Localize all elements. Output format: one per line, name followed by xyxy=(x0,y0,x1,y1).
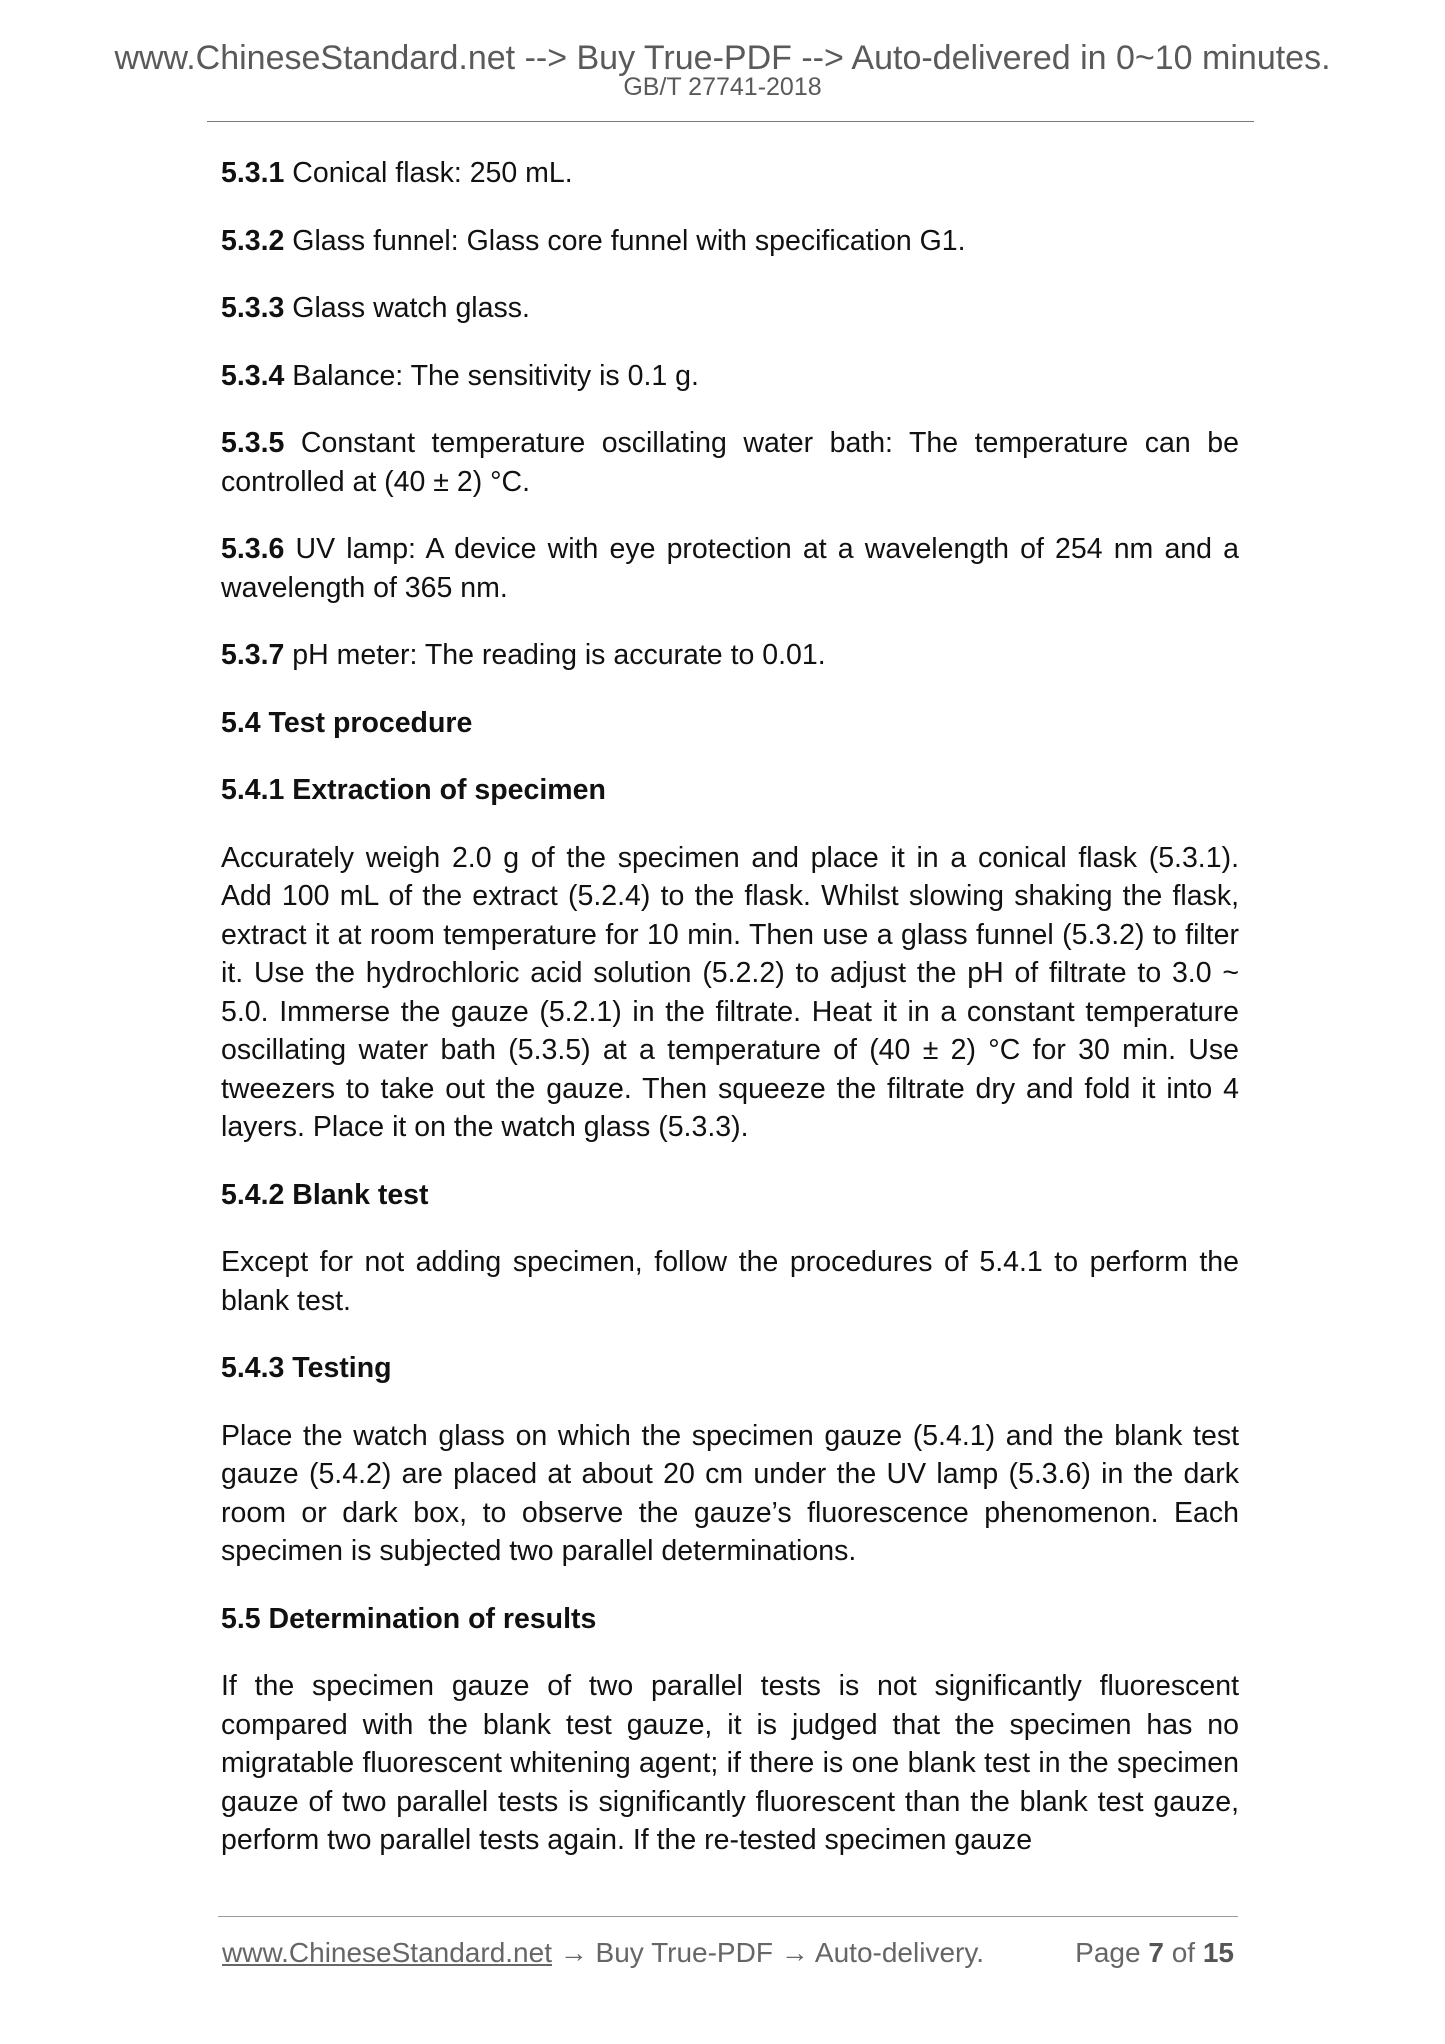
clause-5-3-1 xyxy=(221,154,1239,193)
page-indicator xyxy=(1075,1935,1234,1971)
page-number: 7 xyxy=(1148,1937,1164,1968)
clause-text: UV lamp: A device with eye protection at a wavelength of 254 nm and a wavelength of 365 nm. xyxy=(221,533,1239,604)
testing-paragraph: Place the watch glass on which the specimen gauze (5.4.1) and the blank test gauze (5.4.2) are placed at about 20 cm under the UV lamp (5.3.6) in the dark room or dark box, to observe the gauze’s fluorescence phenomenon. Each specimen is subjected two parallel determinations. xyxy=(221,1419,1239,1567)
footer-divider xyxy=(218,1916,1238,1917)
site-link[interactable]: www.ChineseStandard.net xyxy=(222,1937,552,1968)
extraction-paragraph: Accurately weigh 2.0 g of the specimen and place it in a conical flask (5.3.1). Add 100 mL of the extract (5.2.4) to the flask. Whilst slowing shaking the flask, extract it at room temperature for 10 min. Then use a glass funnel (5.3.2) to filter it. Use the hydrochloric acid solution (5.2.2) to adjust the pH of filtrate to 3.0 ~ 5.0. Immerse the gauze (5.2.1) in the filtrate. Heat it in a constant temperature oscillating water bath (5.3.5) at a temperature of (40 ± 2) °C for 30 min. Use tweezers to take out the gauze. Then squeeze the filtrate dry and fold it into 4 layers. Place it on the watch glass (5.3.3). xyxy=(221,841,1239,1143)
clause-5-3-7 xyxy=(221,636,1239,675)
clause-text: Constant temperature oscillating water bath: The temperature can be controlled at (40 ± 2) °C. xyxy=(221,427,1239,498)
clause-text: pH meter: The reading is accurate to 0.01. xyxy=(284,639,826,671)
page-footer xyxy=(222,1935,1238,1971)
footer-left xyxy=(222,1935,984,1971)
subsection-heading-blank-test: 5.4.2 Blank test xyxy=(221,1178,429,1211)
clause-5-3-6 xyxy=(221,530,1239,607)
clause-number: 5.3.4 xyxy=(221,359,285,392)
clause-number: 5.3.6 xyxy=(221,533,285,565)
clause-text: Balance: The sensitivity is 0.1 g. xyxy=(284,359,699,392)
clause-5-3-5 xyxy=(221,424,1239,501)
page-label: Page xyxy=(1075,1937,1149,1968)
clause-number: 5.3.2 xyxy=(221,224,285,257)
clause-5-3-3 xyxy=(221,289,1239,328)
subsection-heading-testing: 5.4.3 Testing xyxy=(221,1352,392,1384)
page-total: 15 xyxy=(1202,1937,1234,1968)
clause-5-3-4 xyxy=(221,357,1239,396)
section-heading-results: 5.5 Determination of results xyxy=(221,1602,597,1635)
clause-number: 5.3.7 xyxy=(221,639,285,671)
header-divider xyxy=(207,121,1254,122)
results-paragraph: If the specimen gauze of two parallel tests is not significantly fluorescent compared with the blank test gauze, it is judged that the specimen has no migratable fluorescent whitening agent; if there is one blank test in the specimen gauze of two parallel tests is significantly fluorescent than the blank test gauze, perform two parallel tests again. If the re-tested specimen gauze xyxy=(221,1670,1239,1856)
of-label: of xyxy=(1163,1937,1203,1968)
clause-text: Glass watch glass. xyxy=(284,292,530,324)
clause-text: Glass funnel: Glass core funnel with specification G1. xyxy=(284,224,966,257)
footer-suffix: → Buy True-PDF → Auto-delivery. xyxy=(551,1937,985,1968)
clause-number: 5.3.5 xyxy=(221,427,285,459)
clause-5-3-2 xyxy=(221,222,1239,261)
clause-number: 5.3.1 xyxy=(221,157,285,189)
section-heading-test-procedure: 5.4 Test procedure xyxy=(221,706,473,739)
document-id: GB/T 27741-2018 xyxy=(623,73,822,101)
blank-test-paragraph: Except for not adding specimen, follow the procedures of 5.4.1 to perform the blank test. xyxy=(221,1246,1239,1317)
clause-number: 5.3.3 xyxy=(221,292,285,324)
site-banner: www.ChineseStandard.net --> Buy True-PDF --> Auto-delivered in 0~10 minutes. xyxy=(114,39,1331,77)
clause-text: Conical flask: 250 mL. xyxy=(284,157,573,189)
page-content xyxy=(221,154,1239,1889)
subsection-heading-extraction: 5.4.1 Extraction of specimen xyxy=(221,774,606,806)
